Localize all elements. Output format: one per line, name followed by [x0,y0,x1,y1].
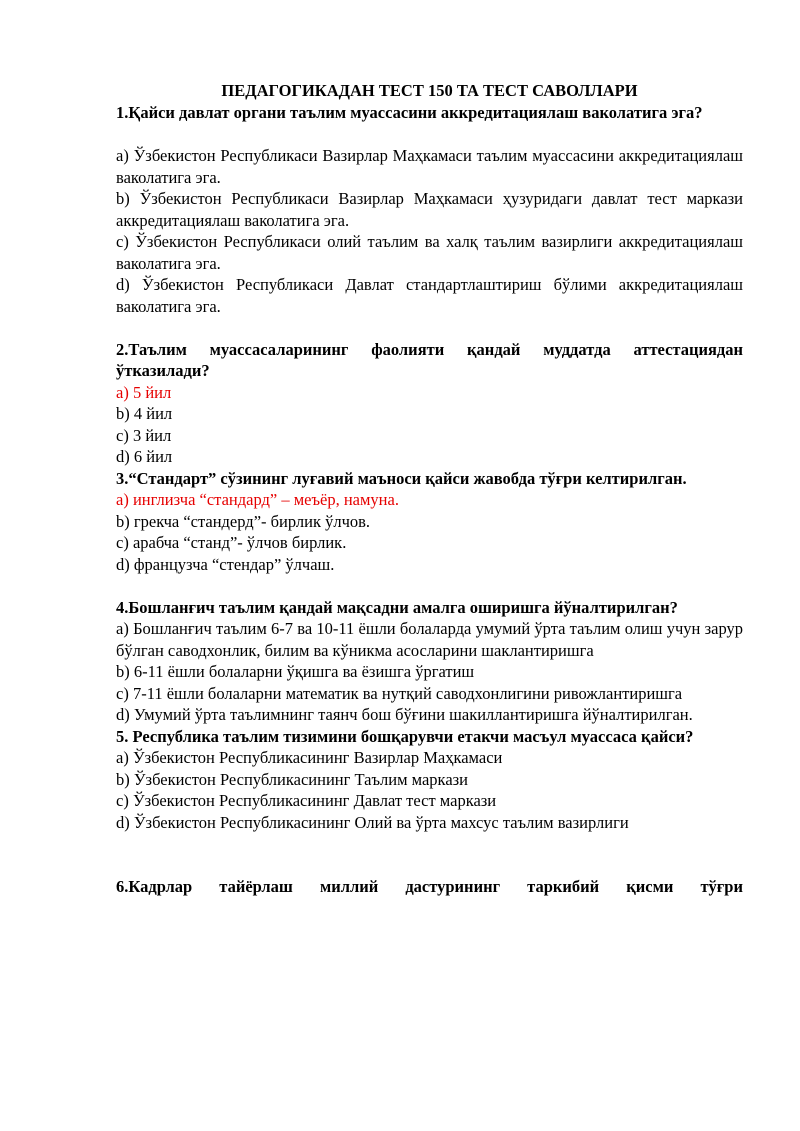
question-1: 1.Қайси давлат органи таълим муассасини аккредитациялаш ваколатига эга? [116,103,703,122]
answer-3a-correct: a) инглизча “стандард” – меъёр, намуна. [116,490,399,509]
answer-1c: c) Ўзбекистон Республикаси олий таълим ва халқ таълим вазирлиги аккредитациялаш ваколатига эга. [116,232,743,273]
spacer [116,833,743,876]
spacer [116,317,743,339]
answer-4b: b) 6-11 ёшли болаларни ўқишга ва ёзишга ўргатиш [116,662,475,681]
question-4: 4.Бошланғич таълим қандай мақсадни амалга оширишга йўналтирилган? [116,597,678,617]
answer-4d: d) Умумий ўрта таълимнинг таянч бош бўғини шакиллантиришга йўналтирилган. [116,705,693,724]
answer-5a: a) Ўзбекистон Республикасининг Вазирлар Маҳкамаси [116,748,503,767]
document-page [116,80,743,898]
answer-2a-correct: a) 5 йил [116,382,172,402]
answer-1a: a) Ўзбекистон Республикаси Вазирлар Маҳкамаси таълим муассасини аккредитациялаш ваколатига эга. [116,146,743,187]
question-2: 2.Таълим муассасаларининг фаолияти қандай муддатда аттестациядан ўтказилади? [116,339,743,380]
answer-4c: c) 7-11 ёшли болаларни математик ва нутқий саводхонлигини ривожлантиришга [116,683,683,703]
answer-5b: b) Ўзбекистон Республикасининг Таълим маркази [116,769,468,789]
answer-3b: b) грекча “стандерд”- бирлик ўлчов. [116,511,371,531]
spacer [116,124,743,146]
spacer [116,575,743,597]
question-5: 5. Республика таълим тизимини бошқарувчи етакчи масъул муассаса қайси? [116,726,694,746]
answer-2b: b) 4 йил [116,404,173,423]
answer-3c: c) арабча “станд”- ўлчов бирлик. [116,533,347,552]
answer-2c: c) 3 йил [116,425,172,445]
document-title: ПЕДАГОГИКАДАН ТЕСТ 150 ТА ТЕСТ САВОЛЛАРИ [221,81,638,100]
answer-4a: a) Бошланғич таълим 6-7 ва 10-11 ёшли болаларда умумий ўрта таълим олиш учун зарур бўлган саводхонлик, билим ва кўникма асосларини шаклантиришга [116,619,743,660]
answer-1b: b) Ўзбекистон Республикаси Вазирлар Маҳкамаси ҳузуридаги давлат тест маркази аккредитациялаш ваколатига эга. [116,189,743,230]
question-6: 6.Кадрлар тайёрлаш миллий дастурининг таркибий қисми тўғри [116,877,743,896]
answer-1d: d) Ўзбекистон Республикаси Давлат стандартлаштириш бўлими аккредитациялаш ваколатига эга. [116,275,743,316]
answer-5c: c) Ўзбекистон Республикасининг Давлат тест маркази [116,791,497,810]
answer-3d: d) французча “стендар” ўлчаш. [116,554,335,574]
answer-2d: d) 6 йил [116,447,173,466]
question-3: 3.“Стандарт” сўзининг луғавий маъноси қайси жавобда тўғри келтирилган. [116,468,687,488]
answer-5d: d) Ўзбекистон Республикасининг Олий ва ўрта махсус таълим вазирлиги [116,812,629,832]
